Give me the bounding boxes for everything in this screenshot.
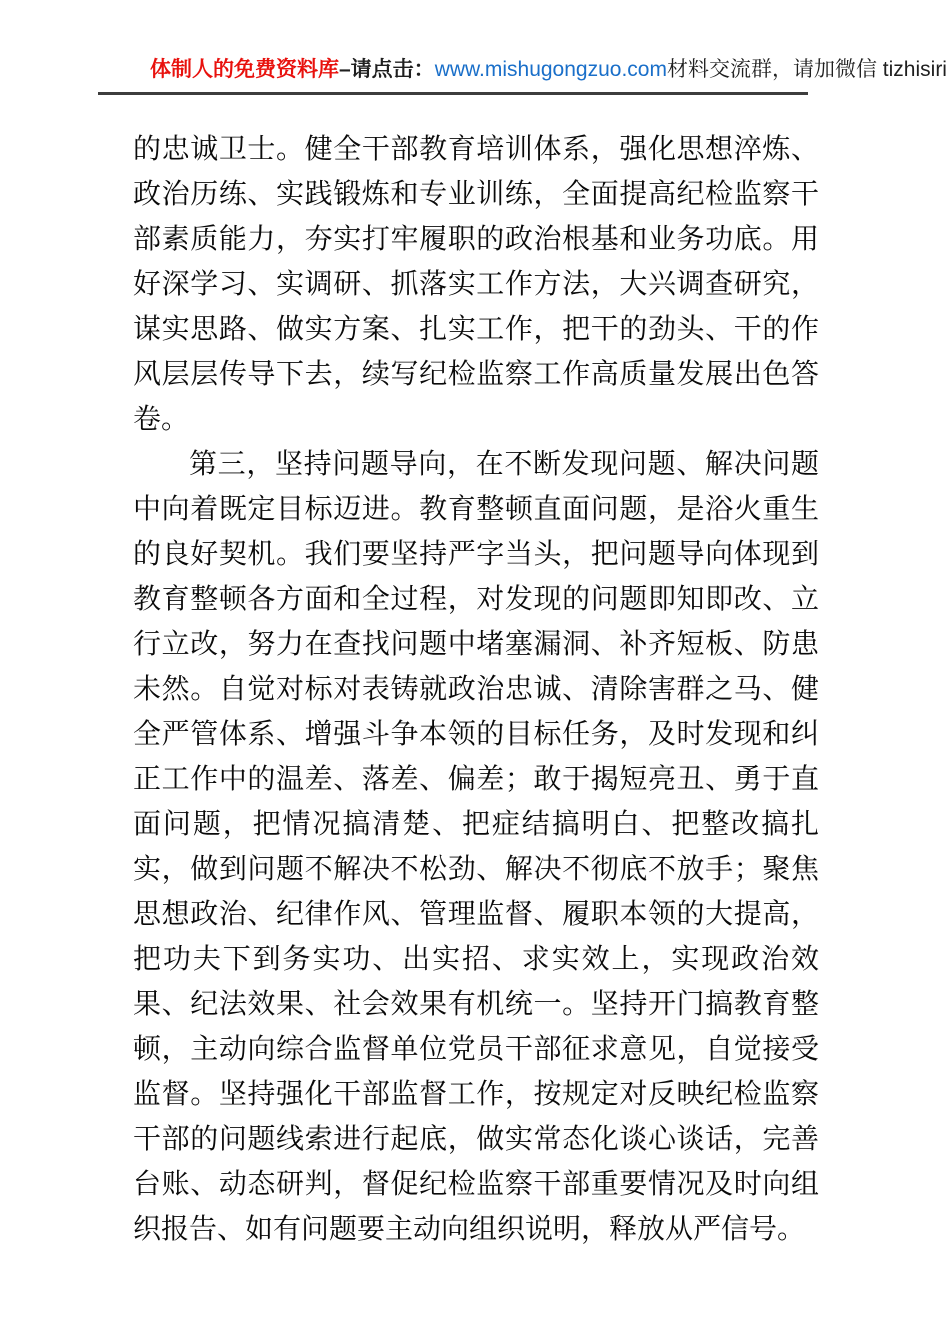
- contact-info: 材料交流群，请加微信 tizhisiri: [666, 58, 947, 81]
- website-link[interactable]: www.mishugongzuo.com: [434, 58, 667, 81]
- paragraph-continuation: 的忠诚卫士。健全干部教育培训体系，强化思想淬炼、政治历练、实践锻炼和专业训练，全面提高纪检监察干部素质能力，夯实打牢履职的政治根基和业务功底。用好深学习、实调研、抓落实工作方法，大兴调查研究，谋实思路、做实方案、扎实工作，把干的劲头、干的作风层层传导下去，续写纪检监察工作高质量发展出色答卷。: [133, 132, 819, 435]
- click-prompt: –请点击：: [339, 58, 435, 81]
- brand-name: 体制人的免费资料库: [150, 58, 339, 81]
- promo-header: [98, 55, 947, 95]
- paragraph-point-three: 第三，坚持问题导向，在不断发现问题、解决问题中向着既定目标迈进。教育整顿直面问题，是浴火重生的良好契机。我们要坚持严字当头，把问题导向体现到教育整顿各方面和全过程，对发现的问题即知即改、立行立改，努力在查找问题中堵塞漏洞、补齐短板、防患未然。自觉对标对表铸就政治忠诚、清除害群之马、健全严管体系、增强斗争本领的目标任务，及时发现和纠正工作中的温差、落差、偏差；敢于揭短亮丑、勇于直面问题，把情况搞清楚、把症结搞明白、把整改搞扎实，做到问题不解决不松劲、解决不彻底不放手；聚焦思想政治、纪律作风、管理监督、履职本领的大提高，把功夫下到务实功、出实招、求实效上，实现政治效果、纪法效果、社会效果有机统一。坚持开门搞教育整顿，主动向综合监督单位党员干部征求意见，自觉接受监督。坚持强化干部监督工作，按规定对反映纪检监察干部的问题线索进行起底，做实常态化谈心谈话，完善台账、动态研判，督促纪检监察干部重要情况及时向组织报告、如有问题要主动向组织说明，释放从严信号。: [133, 447, 819, 1245]
- promo-header-line: [98, 55, 947, 85]
- document-body: [133, 126, 819, 1251]
